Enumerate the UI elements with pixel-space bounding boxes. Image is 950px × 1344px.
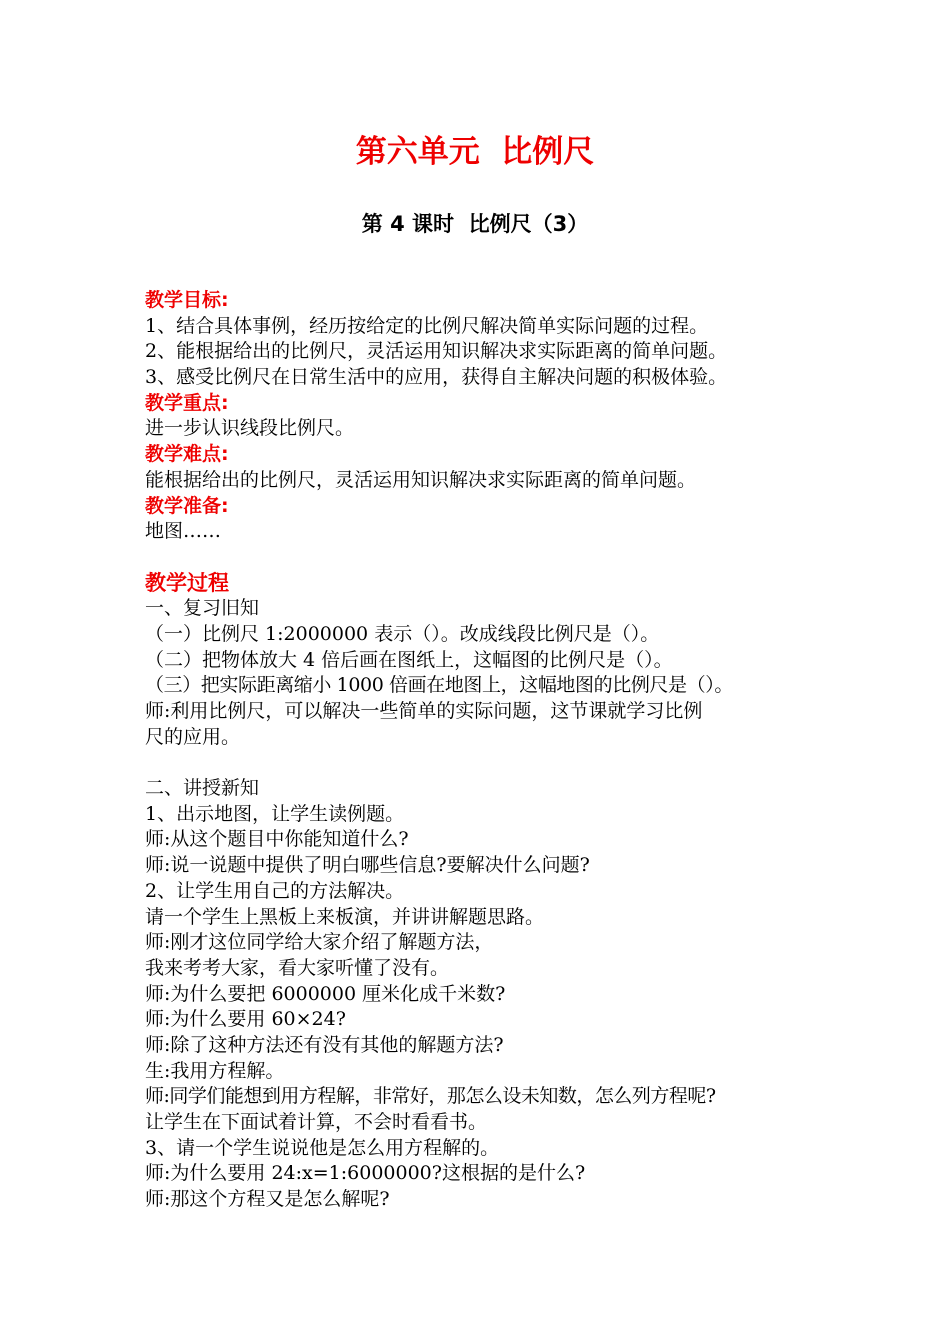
- key-point-text: 进一步认识线段比例尺。: [145, 417, 355, 440]
- new-knowledge-line: 师:同学们能想到用方程解，非常好，那怎么设未知数，怎么列方程呢?: [145, 1085, 716, 1108]
- new-knowledge-line: 师:为什么要用 24:x=1:6000000?这根据的是什么?: [145, 1162, 586, 1185]
- goal-item: 1、结合具体事例，经历按给定的比例尺解决简单实际问题的过程。: [145, 314, 709, 337]
- spacer: [145, 750, 835, 776]
- goals-heading: 教学目标:: [145, 289, 229, 311]
- document-title: 第六单元 比例尺: [355, 134, 595, 170]
- new-knowledge-line: 师:除了这种方法还有没有其他的解题方法?: [145, 1033, 504, 1056]
- new-knowledge-line: 师:从这个题目中你能知道什么?: [145, 828, 409, 851]
- new-knowledge-line: 师:刚才这位同学给大家介绍了解题方法，: [145, 931, 494, 954]
- lesson-subtitle: 第 4 课时 比例尺（3）: [361, 212, 589, 236]
- process-heading: 教学过程: [145, 570, 229, 595]
- new-knowledge-line: 3、请一个学生说说他是怎么用方程解的。: [145, 1136, 500, 1159]
- new-knowledge-line: 生:我用方程解。: [145, 1059, 285, 1082]
- new-knowledge-line: 师:那这个方程又是怎么解呢?: [145, 1188, 390, 1211]
- new-knowledge-line: 2、让学生用自己的方法解决。: [145, 879, 405, 902]
- new-knowledge-line: 师:说一说题中提供了明白哪些信息?要解决什么问题?: [145, 854, 590, 877]
- difficulty-text: 能根据给出的比例尺，灵活运用知识解决求实际距离的简单问题。: [145, 468, 697, 491]
- new-knowledge-line: 我来考考大家，看大家听懂了没有。: [145, 956, 450, 979]
- new-knowledge-line: 1、出示地图，让学生读例题。: [145, 802, 405, 825]
- new-knowledge-line: 请一个学生上黑板上来板演，并讲讲解题思路。: [145, 905, 545, 928]
- difficulty-heading: 教学难点:: [145, 443, 229, 466]
- spacer: [145, 545, 835, 571]
- review-line: （二）把物体放大 4 倍后画在图纸上，这幅图的比例尺是（）。: [145, 648, 673, 671]
- review-heading: 一、复习旧知: [145, 597, 260, 620]
- preparation-text: 地图……: [145, 520, 222, 543]
- key-point-heading: 教学重点:: [145, 391, 229, 414]
- goal-item: 2、能根据给出的比例尺，灵活运用知识解决求实际距离的简单问题。: [145, 340, 728, 363]
- new-knowledge-heading: 二、讲授新知: [145, 777, 260, 800]
- goal-item: 3、感受比例尺在日常生活中的应用，获得自主解决问题的积极体验。: [145, 366, 728, 389]
- new-knowledge-line: 师:为什么要把 6000000 厘米化成千米数?: [145, 982, 506, 1005]
- review-line: 尺的应用。: [145, 725, 241, 748]
- review-line: 师:利用比例尺，可以解决一些简单的实际问题，这节课就学习比例: [145, 700, 703, 722]
- document-body: [145, 288, 835, 1213]
- new-knowledge-line: 让学生在下面试着计算，不会时看看书。: [145, 1111, 488, 1133]
- review-line: （三）把实际距离缩小 1000 倍画在地图上，这幅地图的比例尺是（）。: [145, 674, 733, 697]
- review-line: （一）比例尺 1:2000000 表示（）。改成线段比例尺是（）。: [145, 622, 660, 645]
- preparation-heading: 教学准备:: [145, 494, 229, 517]
- new-knowledge-line: 师:为什么要用 60×24?: [145, 1008, 346, 1031]
